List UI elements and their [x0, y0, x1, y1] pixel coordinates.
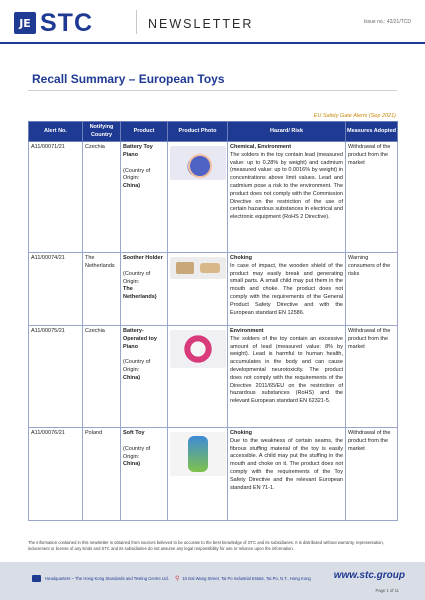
origin-country: China) — [123, 374, 141, 381]
product-cell — [121, 428, 168, 521]
product-name: Soft Toy — [123, 430, 145, 436]
issue-number: Issue no.: 42/21/TCD — [363, 19, 411, 25]
table-row — [29, 428, 398, 521]
website-link[interactable]: www.stc.group — [333, 570, 405, 581]
product-photo — [170, 330, 226, 368]
notifying-country: Czechia — [83, 326, 121, 428]
page-header — [0, 0, 425, 44]
product-cell — [121, 326, 168, 428]
hazard-cell — [228, 142, 346, 253]
hazard-description: Due to the weakness of certain seams, the fibrous stuffing material of the toy is easily accessible. A child may put the stuffing in the mouth and choke on it. The product does not comply with the requirements of the Toy Safety Directive and the relevant European standard EN 71-1. — [230, 437, 343, 491]
notifying-country: Poland — [83, 428, 121, 521]
hazard-description: The solders in the toy contain lead (measured value: up to 0.28% by weight) and cadmium (measured value: up to 0.0016% by weight) in concentrations above limit values. Lead and cadmium pose a risk to the environment. The product does not comply with the Commission Directive on the restriction of the use of certain hazardous substances in electrical and electronic equipment (RoHS 2 Directive). — [230, 151, 343, 221]
column-header-alert-no: Alert No. — [29, 122, 83, 142]
table-header-row — [29, 122, 398, 142]
column-header-country: Notifying Country — [83, 122, 121, 142]
column-header-product: Product — [121, 122, 168, 142]
product-photo — [170, 146, 226, 180]
header-divider — [136, 10, 137, 34]
table-row — [29, 142, 398, 253]
newsletter-title: NEWSLETTER — [148, 17, 254, 31]
product-name: Battery-Operated toy Piano — [123, 328, 157, 350]
measures-adopted: Withdrawal of the product from the market — [346, 428, 398, 521]
headquarters-text: Headquarters – The Hong Kong Standards and Testing Centre Ltd. — [45, 576, 169, 581]
hazard-cell — [228, 326, 346, 428]
disclaimer: The information contained in this newsletter is obtained from sources believed to be accurate to the best knowledge of STC and its subsidiaries. It is distributed without warranty, representation, inducement or license of any kinds and STC and its subsidiaries do not assume any legal responsibility for use or reliance upon the information. — [28, 540, 384, 552]
alert-number: A11/00075/21 — [29, 326, 83, 428]
origin-label: (Country of Origin: — [123, 270, 151, 285]
notifying-country: Czechia — [83, 142, 121, 253]
notifying-country: The Netherlands — [83, 253, 121, 326]
headquarters-icon — [32, 575, 41, 582]
product-cell — [121, 253, 168, 326]
page-title: Recall Summary – European Toys — [32, 72, 225, 86]
product-photo — [170, 257, 226, 279]
origin-label: (Country of Origin: — [123, 445, 151, 460]
column-header-photo: Product Photo — [168, 122, 228, 142]
footer-address — [32, 575, 311, 582]
header-rule — [0, 42, 425, 44]
page-number: Page 1 of 11 — [375, 588, 399, 593]
product-photo — [170, 432, 226, 476]
hazard-description: In case of impact, the wooden shield of the product may easily break and generating small parts. A small child may put them in the mouth and choke. The product does not comply with the requirements of the General Product Safety Directive and with the European standard EN 12586. — [230, 262, 343, 316]
measures-adopted: Withdrawal of the product from the market — [346, 142, 398, 253]
logo-mark-icon: JE — [14, 12, 36, 34]
alert-number: A11/00074/21 — [29, 253, 83, 326]
photo-cell — [168, 428, 228, 521]
hazard-title: Environment — [230, 328, 264, 334]
location-pin-icon: ⚲ — [174, 576, 180, 582]
stc-logo — [14, 9, 93, 37]
photo-cell — [168, 253, 228, 326]
alert-number: A11/00076/21 — [29, 428, 83, 521]
hazard-title: Choking — [230, 430, 252, 436]
title-divider — [28, 90, 397, 91]
hazard-title: Chemical, Environment — [230, 144, 292, 150]
origin-country: The Netherlands) — [123, 286, 157, 301]
table-row — [29, 253, 398, 326]
measures-adopted: Warning consumers of the risks — [346, 253, 398, 326]
logo-text: STC — [40, 9, 93, 37]
origin-country: China) — [123, 461, 141, 468]
alert-source-note: EU Safety Gate Alerts (Sep 2021) — [313, 113, 396, 119]
table-row — [29, 326, 398, 428]
hazard-title: Choking — [230, 255, 252, 261]
origin-country: China) — [123, 183, 141, 190]
origin-label: (Country of Origin: — [123, 359, 151, 374]
photo-cell — [168, 326, 228, 428]
address-text: 10 Dai Wang Street, Tai Po Industrial Estate, Tai Po, N.T., Hong Kong — [182, 576, 311, 581]
product-name: Soother Holder — [123, 255, 163, 261]
measures-adopted: Withdrawal of the product from the market — [346, 326, 398, 428]
origin-label: (Country of Origin: — [123, 167, 151, 182]
recall-table — [28, 121, 398, 521]
column-header-hazard: Hazard/ Risk — [228, 122, 346, 142]
hazard-description: The solders of the toy contain an excessive amount of lead (measured value: 8% by weight). Lead is harmful to human health, accumulates in the body and can cause developmental neurotoxicity. The product does not comply with the requirements of the Directive 2011/65/EU on the restriction of hazardous substances (RoHS) and the relevant European standard EN 62321-5. — [230, 335, 343, 405]
product-cell — [121, 142, 168, 253]
hazard-cell — [228, 253, 346, 326]
product-name: Battery Toy Piano — [123, 144, 153, 158]
column-header-measures: Measures Adopted — [346, 122, 398, 142]
alert-number: A11/00071/21 — [29, 142, 83, 253]
hazard-cell — [228, 428, 346, 521]
photo-cell — [168, 142, 228, 253]
